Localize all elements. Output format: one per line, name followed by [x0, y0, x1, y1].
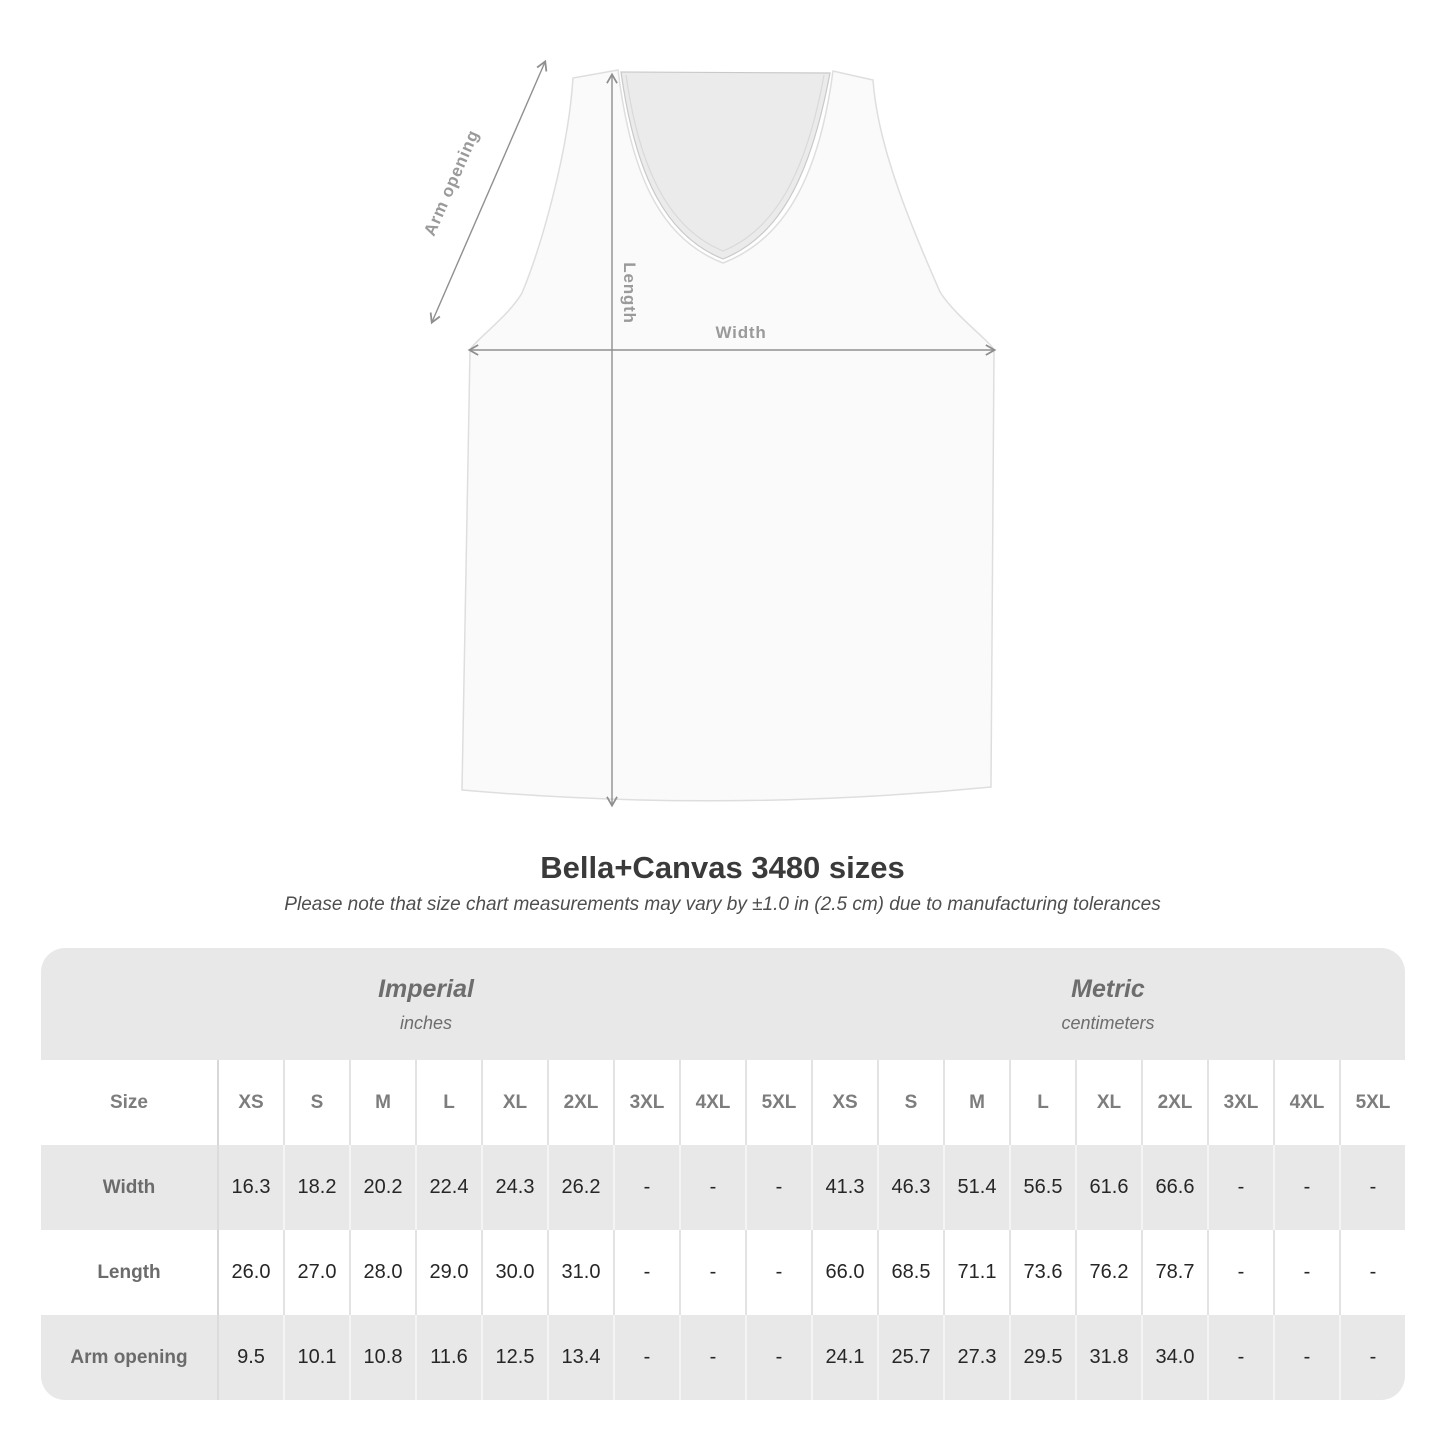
column-header-metric-m: M: [943, 1060, 1009, 1145]
column-header-imperial-m: M: [349, 1060, 415, 1145]
column-header-metric-2xl: 2XL: [1141, 1060, 1207, 1145]
length-metric-xl: 76.2: [1075, 1230, 1141, 1315]
length-imperial-xl: 30.0: [481, 1230, 547, 1315]
row-label-arm-opening: Arm opening: [41, 1315, 217, 1400]
width-imperial-l: 22.4: [415, 1145, 481, 1230]
width-metric-2xl: 66.6: [1141, 1145, 1207, 1230]
column-header-imperial-4xl: 4XL: [679, 1060, 745, 1145]
arm-opening-imperial-2xl: 13.4: [547, 1315, 613, 1400]
length-imperial-5xl: -: [745, 1230, 811, 1315]
arm-opening-metric-2xl: 34.0: [1141, 1315, 1207, 1400]
width-imperial-m: 20.2: [349, 1145, 415, 1230]
metric-band: [811, 948, 1405, 1060]
length-metric-5xl: -: [1339, 1230, 1405, 1315]
length-metric-3xl: -: [1207, 1230, 1273, 1315]
length-label: Length: [620, 262, 639, 324]
arm-opening-metric-xs: 24.1: [811, 1315, 877, 1400]
length-imperial-2xl: 31.0: [547, 1230, 613, 1315]
imperial-band-title: Imperial: [378, 974, 474, 1003]
arm-opening-imperial-xs: 9.5: [217, 1315, 283, 1400]
arm-opening-imperial-s: 10.1: [283, 1315, 349, 1400]
column-header-metric-5xl: 5XL: [1339, 1060, 1405, 1145]
width-metric-l: 56.5: [1009, 1145, 1075, 1230]
arm-opening-metric-4xl: -: [1273, 1315, 1339, 1400]
arm-opening-label: Arm opening: [420, 126, 483, 239]
arm-opening-imperial-xl: 12.5: [481, 1315, 547, 1400]
metric-band-title: Metric: [1071, 974, 1145, 1003]
width-label: Width: [715, 323, 767, 342]
width-imperial-s: 18.2: [283, 1145, 349, 1230]
width-imperial-2xl: 26.2: [547, 1145, 613, 1230]
tank-top-illustration: [410, 45, 1030, 835]
column-header-metric-xl: XL: [1075, 1060, 1141, 1145]
metric-band-unit: centimeters: [1061, 1012, 1155, 1033]
arm-opening-metric-5xl: -: [1339, 1315, 1405, 1400]
width-metric-m: 51.4: [943, 1145, 1009, 1230]
tolerance-note: Please note that size chart measurements may vary by ±1.0 in (2.5 cm) due to manufacturing tolerances: [284, 894, 1161, 915]
width-metric-s: 46.3: [877, 1145, 943, 1230]
imperial-band: [41, 948, 811, 1060]
width-imperial-xl: 24.3: [481, 1145, 547, 1230]
arm-opening-metric-m: 27.3: [943, 1315, 1009, 1400]
length-imperial-s: 27.0: [283, 1230, 349, 1315]
length-metric-m: 71.1: [943, 1230, 1009, 1315]
length-metric-l: 73.6: [1009, 1230, 1075, 1315]
length-metric-4xl: -: [1273, 1230, 1339, 1315]
length-imperial-xs: 26.0: [217, 1230, 283, 1315]
column-header-metric-3xl: 3XL: [1207, 1060, 1273, 1145]
arm-opening-imperial-4xl: -: [679, 1315, 745, 1400]
row-label-length: Length: [41, 1230, 217, 1315]
column-header-metric-l: L: [1009, 1060, 1075, 1145]
column-header-imperial-l: L: [415, 1060, 481, 1145]
length-imperial-4xl: -: [679, 1230, 745, 1315]
column-header-imperial-5xl: 5XL: [745, 1060, 811, 1145]
imperial-band-unit: inches: [399, 1012, 453, 1033]
arm-opening-imperial-l: 11.6: [415, 1315, 481, 1400]
arm-opening-metric-xl: 31.8: [1075, 1315, 1141, 1400]
tank-top-measurement-diagram: [410, 45, 1030, 835]
width-imperial-3xl: -: [613, 1145, 679, 1230]
width-metric-4xl: -: [1273, 1145, 1339, 1230]
width-imperial-4xl: -: [679, 1145, 745, 1230]
width-imperial-xs: 16.3: [217, 1145, 283, 1230]
column-header-imperial-3xl: 3XL: [613, 1060, 679, 1145]
width-metric-5xl: -: [1339, 1145, 1405, 1230]
column-header-size: Size: [41, 1060, 217, 1145]
length-metric-2xl: 78.7: [1141, 1230, 1207, 1315]
arm-opening-imperial-3xl: -: [613, 1315, 679, 1400]
page-title: Bella+Canvas 3480 sizes: [540, 850, 905, 885]
column-header-imperial-s: S: [283, 1060, 349, 1145]
length-metric-s: 68.5: [877, 1230, 943, 1315]
arm-opening-metric-l: 29.5: [1009, 1315, 1075, 1400]
row-label-width: Width: [41, 1145, 217, 1230]
size-table: [41, 948, 1405, 1400]
arm-opening-metric-s: 25.7: [877, 1315, 943, 1400]
column-header-imperial-2xl: 2XL: [547, 1060, 613, 1145]
width-metric-3xl: -: [1207, 1145, 1273, 1230]
column-header-metric-xs: XS: [811, 1060, 877, 1145]
arm-opening-imperial-m: 10.8: [349, 1315, 415, 1400]
length-metric-xs: 66.0: [811, 1230, 877, 1315]
width-imperial-5xl: -: [745, 1145, 811, 1230]
column-header-imperial-xs: XS: [217, 1060, 283, 1145]
column-header-imperial-xl: XL: [481, 1060, 547, 1145]
column-header-metric-4xl: 4XL: [1273, 1060, 1339, 1145]
width-metric-xs: 41.3: [811, 1145, 877, 1230]
arm-opening-metric-3xl: -: [1207, 1315, 1273, 1400]
length-imperial-3xl: -: [613, 1230, 679, 1315]
arm-opening-imperial-5xl: -: [745, 1315, 811, 1400]
length-imperial-m: 28.0: [349, 1230, 415, 1315]
width-metric-xl: 61.6: [1075, 1145, 1141, 1230]
column-header-metric-s: S: [877, 1060, 943, 1145]
length-imperial-l: 29.0: [415, 1230, 481, 1315]
